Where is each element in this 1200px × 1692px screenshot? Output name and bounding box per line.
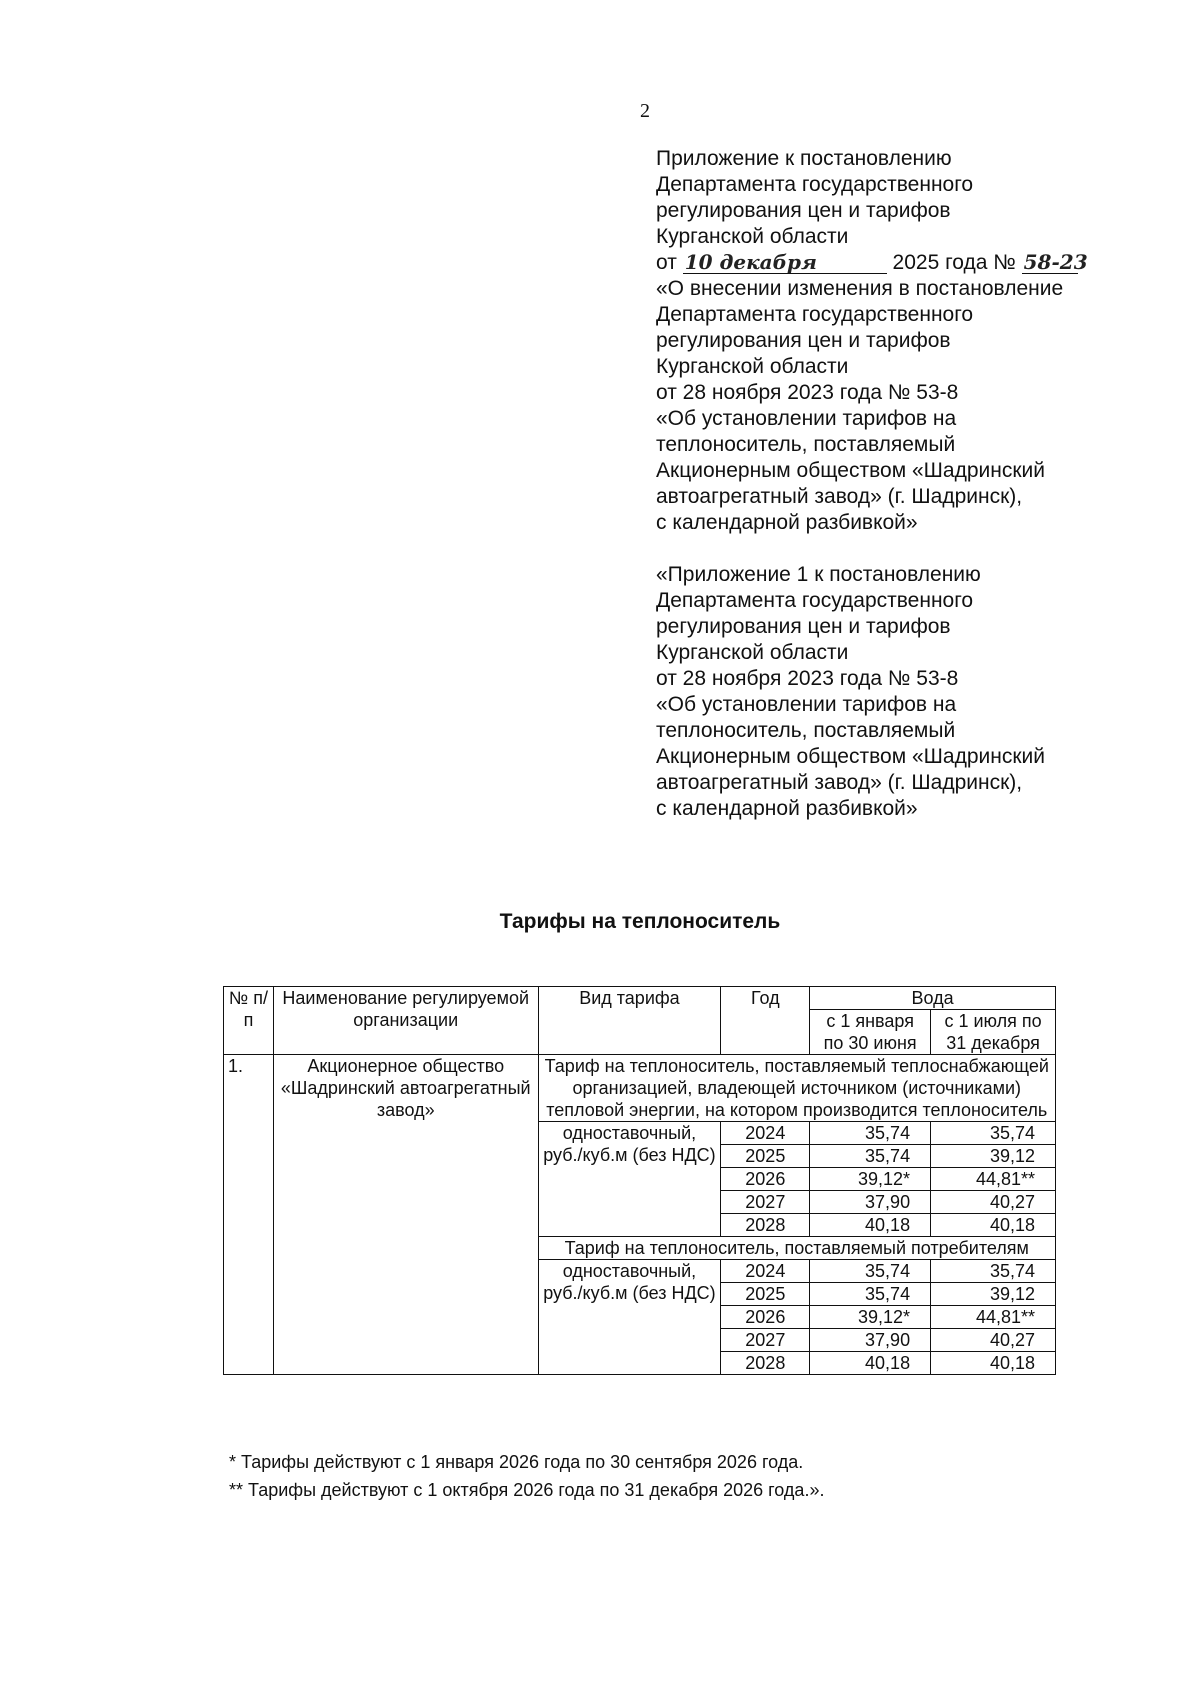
value-second-half: 39,12 xyxy=(931,1283,1056,1306)
tariff-type: одноставочный, руб./куб.м (без НДС) xyxy=(538,1260,721,1375)
footnote: ** Тарифы действуют с 1 октября 2026 года по 31 декабря 2026 года.». xyxy=(229,1480,825,1500)
value-second-half: 35,74 xyxy=(931,1122,1056,1145)
header-line: Департамента государственного xyxy=(656,303,974,326)
header-line: регулирования цен и тарифов xyxy=(656,329,951,352)
value-first-half: 35,74 xyxy=(810,1145,931,1168)
section-heading-row xyxy=(224,1055,1056,1122)
appendix-line: Департамента государственного xyxy=(656,589,974,612)
tariff-type: одноставочный, руб./куб.м (без НДС) xyxy=(538,1122,721,1237)
appendix-line: теплоноситель, поставляемый xyxy=(656,719,956,742)
year-cell: 2027 xyxy=(721,1329,810,1352)
appendix-line: «Приложение 1 к постановлению xyxy=(656,563,981,586)
document-title: Тарифы на теплоноситель xyxy=(499,910,781,933)
header-num: № п/п xyxy=(224,987,274,1055)
table-header-row xyxy=(224,987,1056,1010)
header-water: Вода xyxy=(810,987,1056,1010)
header-first-half: с 1 января по 30 июня xyxy=(810,1010,931,1055)
header-line: Приложение к постановлению xyxy=(656,147,952,170)
appendix-line: Курганской области xyxy=(656,641,849,664)
value-second-half: 35,74 xyxy=(931,1260,1056,1283)
value-first-half: 39,12* xyxy=(810,1168,931,1191)
date-prefix: от xyxy=(656,251,677,274)
header-tariff-type: Вид тарифа xyxy=(538,987,721,1055)
header-line: Департамента государственного xyxy=(656,173,974,196)
year-cell: 2024 xyxy=(721,1122,810,1145)
appendix-line: автоагрегатный завод» (г. Шадринск), xyxy=(656,771,1023,794)
header-line: с календарной разбивкой» xyxy=(656,511,918,534)
value-second-half: 40,18 xyxy=(931,1352,1056,1375)
value-first-half: 37,90 xyxy=(810,1329,931,1352)
footnote: * Тарифы действуют с 1 января 2026 года по 30 сентября 2026 года. xyxy=(229,1452,804,1472)
value-first-half: 35,74 xyxy=(810,1260,931,1283)
date-middle: 2025 года № xyxy=(892,251,1016,274)
tariff-table xyxy=(223,986,1056,1375)
header-line: Курганской области xyxy=(656,225,849,248)
value-second-half: 40,27 xyxy=(931,1191,1056,1214)
header-line: регулирования цен и тарифов xyxy=(656,199,951,222)
header-line: от 28 ноября 2023 года № 53-8 xyxy=(656,381,959,404)
handwritten-date: 10 декабря xyxy=(683,251,887,274)
year-cell: 2024 xyxy=(721,1260,810,1283)
appendix-line: Акционерным обществом «Шадринский xyxy=(656,745,1045,768)
appendix-line: от 28 ноября 2023 года № 53-8 xyxy=(656,667,959,690)
appendix-line: с календарной разбивкой» xyxy=(656,797,918,820)
row-number: 1. xyxy=(224,1055,274,1375)
header-line: Курганской области xyxy=(656,355,849,378)
value-first-half: 35,74 xyxy=(810,1283,931,1306)
value-first-half: 39,12* xyxy=(810,1306,931,1329)
header-gap xyxy=(656,536,1176,562)
year-cell: 2026 xyxy=(721,1168,810,1191)
footnotes xyxy=(229,1448,824,1504)
value-second-half: 39,12 xyxy=(931,1145,1056,1168)
header-line: «Об установлении тарифов на xyxy=(656,407,957,430)
value-first-half: 35,74 xyxy=(810,1122,931,1145)
value-first-half: 40,18 xyxy=(810,1352,931,1375)
page-number: 2 xyxy=(640,100,650,122)
header-second-half: с 1 июля по 31 декабря xyxy=(931,1010,1056,1055)
value-second-half: 44,81** xyxy=(931,1306,1056,1329)
section-heading: Тариф на теплоноситель, поставляемый теплоснабжающей организацией, владеющей источником (источниками) тепловой энергии, на котором производится теплоноситель xyxy=(538,1055,1055,1122)
header-date-line xyxy=(656,250,1176,276)
header-line: автоагрегатный завод» (г. Шадринск), xyxy=(656,485,1023,508)
section-heading: Тариф на теплоноситель, поставляемый потребителям xyxy=(538,1237,1055,1260)
header-org: Наименование регулируемой организации xyxy=(273,987,538,1055)
year-cell: 2025 xyxy=(721,1283,810,1306)
header-year: Год xyxy=(721,987,810,1055)
year-cell: 2028 xyxy=(721,1214,810,1237)
handwritten-number: 58-23 xyxy=(1023,250,1088,274)
header-block xyxy=(656,146,1176,822)
year-cell: 2028 xyxy=(721,1352,810,1375)
year-cell: 2026 xyxy=(721,1306,810,1329)
appendix-line: «Об установлении тарифов на xyxy=(656,693,957,716)
organization-name: Акционерное общество «Шадринский автоагрегатный завод» xyxy=(273,1055,538,1375)
year-cell: 2025 xyxy=(721,1145,810,1168)
header-line: Акционерным обществом «Шадринский xyxy=(656,459,1045,482)
appendix-line: регулирования цен и тарифов xyxy=(656,615,951,638)
value-first-half: 40,18 xyxy=(810,1214,931,1237)
year-cell: 2027 xyxy=(721,1191,810,1214)
header-line: «О внесении изменения в постановление xyxy=(656,277,1064,300)
value-second-half: 40,27 xyxy=(931,1329,1056,1352)
value-second-half: 44,81** xyxy=(931,1168,1056,1191)
value-second-half: 40,18 xyxy=(931,1214,1056,1237)
value-first-half: 37,90 xyxy=(810,1191,931,1214)
header-line: теплоноситель, поставляемый xyxy=(656,433,956,456)
